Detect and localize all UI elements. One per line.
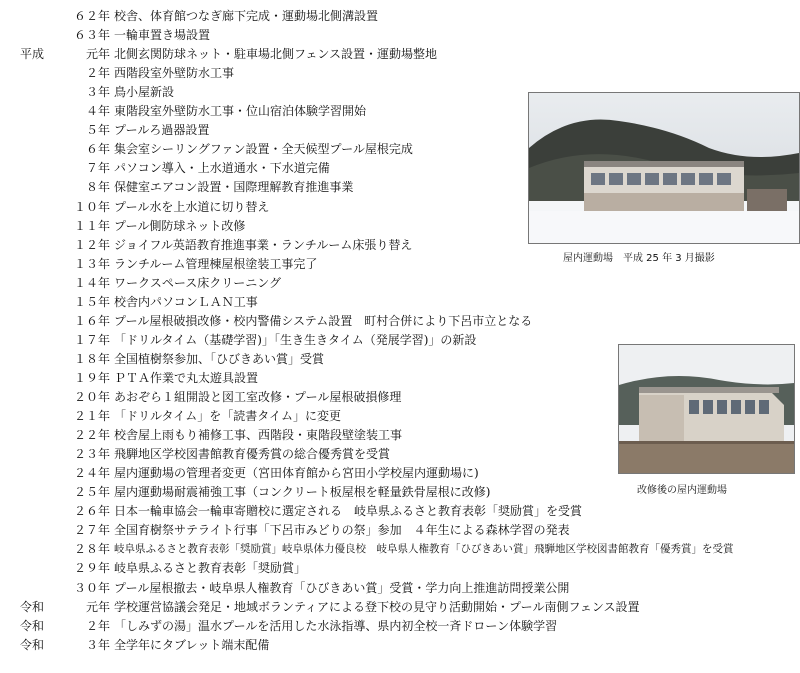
event-text: ＰＴＡ作業で丸太遊具設置 — [114, 370, 259, 385]
year-label: 元年 — [85, 47, 110, 62]
event-text: 日本一輪車協会一輪車寄贈校に選定される 岐阜県ふるさと教育表彰「奨励賞」を受賞 — [114, 504, 583, 519]
year-label: ２７年 — [73, 523, 110, 538]
year-label: ７年 — [85, 161, 110, 176]
photo2-caption: 改修後の屋内運動場 — [637, 485, 727, 496]
year-label: ６２年 — [73, 9, 110, 23]
event-text: 全国植樹祭参加、「ひびきあい賞」受賞 — [114, 351, 325, 366]
year-label: ２６年 — [73, 504, 110, 519]
year-label: ２５年 — [73, 485, 110, 500]
event-text: プール屋根破損改修・校内警備システム設置 町村合併により下呂市立となる — [114, 313, 533, 328]
event-text: あおぞら１組開設と図工室改修・プール屋根破損修理 — [114, 390, 402, 404]
event-text: プール屋根撤去・岐阜県人権教育「ひびきあい賞」受賞・学力向上推進訪問授業公開 — [114, 580, 570, 595]
event-text: 西階段室外壁防水工事 — [114, 66, 235, 81]
event-text: 集会室シーリングファン設置・全天候型プール屋根完成 — [114, 142, 413, 157]
year-label: １５年 — [73, 294, 110, 309]
year-label: ２３年 — [73, 447, 110, 462]
year-label: １１年 — [73, 218, 110, 233]
event-text: 全国育樹祭サテライト行事「下呂市みどりの祭」参加 ４年生による森林学習の発表 — [114, 523, 570, 538]
year-label: ２９年 — [73, 561, 110, 576]
event-text: 学校運営協議会発足・地域ボランティアによる登下校の見守り活動開始・プール南側フェンス設置 — [114, 599, 640, 614]
year-label: ２２年 — [73, 428, 110, 443]
event-text: 一輪車置き場設置 — [114, 28, 211, 43]
event-text: プールろ過器設置 — [114, 123, 210, 138]
event-text: プール側防球ネット改修 — [114, 218, 246, 233]
year-label: ８年 — [85, 180, 110, 195]
year-label: ２１年 — [73, 409, 110, 424]
event-text: 屋内運動場耐震補強工事（コンクリート板屋根を軽量鉄骨屋根に改修) — [114, 485, 491, 500]
year-label: ２年 — [85, 66, 110, 81]
event-text: 岐阜県ふるさと教育表彰「奨励賞」 — [114, 561, 307, 576]
era-label: 令和 — [20, 618, 45, 633]
year-label: １８年 — [73, 351, 110, 366]
event-text: パソコン導入・上水道通水・下水道完備 — [114, 161, 330, 176]
event-text: 屋内運動場の管理者変更（宮田体育館から宮田小学校屋内運動場に) — [114, 466, 479, 481]
event-text: 飛騨地区学校図書館教育優秀賞の総合優秀賞を受賞 — [114, 447, 391, 462]
year-label: １７年 — [73, 332, 110, 347]
event-text: 東階段室外壁防水工事・位山宿泊体験学習開始 — [114, 104, 367, 119]
year-label: １９年 — [73, 370, 110, 385]
event-text: 「ドリルタイム（基礎学習)」「生き生きタイム（発展学習)」の新設 — [114, 332, 477, 347]
event-text: 「ドリルタイム」を「読書タイム」に変更 — [114, 409, 342, 424]
event-text: 校舎内パソコンＬＡＮ工事 — [114, 294, 258, 309]
event-text: 「しみずの湯」温水プールを活用した水泳指導、県内初全校一斉ドローン体験学習 — [114, 618, 558, 633]
year-label: ２８年 — [73, 542, 110, 557]
event-text: ワークスペース床クリーニング — [114, 275, 282, 290]
year-label: ４年 — [85, 104, 110, 119]
year-label: １２年 — [73, 237, 110, 252]
event-text: 北側玄関防球ネット・駐車場北側フェンス設置・運動場整地 — [114, 47, 438, 62]
event-text: プール水を上水道に切り替え — [114, 199, 270, 214]
year-label: ６年 — [85, 142, 110, 157]
era-label: 平成 — [20, 47, 45, 62]
event-text: 校舎、体育館つなぎ廊下完成・運動場北側溝設置 — [114, 9, 379, 23]
year-label: 元年 — [85, 599, 110, 614]
year-label: ３年 — [85, 85, 110, 100]
event-text: 全学年にタブレット端末配備 — [114, 637, 270, 652]
year-label: ２４年 — [73, 466, 110, 481]
year-label: ６３年 — [73, 28, 110, 43]
gym-photo-renovated — [618, 344, 795, 474]
event-text: 鳥小屋新設 — [114, 85, 175, 100]
year-label: ２年 — [85, 618, 110, 633]
year-label: ３年 — [85, 637, 110, 652]
event-text: 岐阜県ふるさと教育表彰「奨励賞」岐阜県体力優良校 岐阜県人権教育「ひびきあい賞」飛騨地区学校図書館教育「優秀賞」を受賞 — [114, 543, 734, 556]
year-label: ２０年 — [73, 390, 110, 404]
year-label: １３年 — [73, 256, 110, 271]
event-text: 保健室エアコン設置・国際理解教育推進事業 — [114, 180, 354, 195]
year-label: ５年 — [85, 123, 110, 138]
event-text: ランチルーム管理棟屋根塗装工事完了 — [114, 256, 318, 271]
event-text: ジョイフル英語教育推進事業・ランチルーム床張り替え — [114, 237, 413, 252]
gym-photo-winter — [528, 92, 800, 244]
event-text: 校舎屋上雨もり補修工事、西階段・東階段壁塗装工事 — [114, 428, 403, 443]
year-label: １６年 — [73, 313, 110, 328]
era-label: 令和 — [20, 599, 45, 614]
year-label: １０年 — [73, 199, 110, 214]
era-label: 令和 — [20, 637, 45, 652]
year-label: １４年 — [73, 275, 110, 290]
photo1-caption: 屋内運動場 平成 25 年 3 月撮影 — [563, 253, 715, 264]
year-label: ３０年 — [73, 580, 110, 595]
